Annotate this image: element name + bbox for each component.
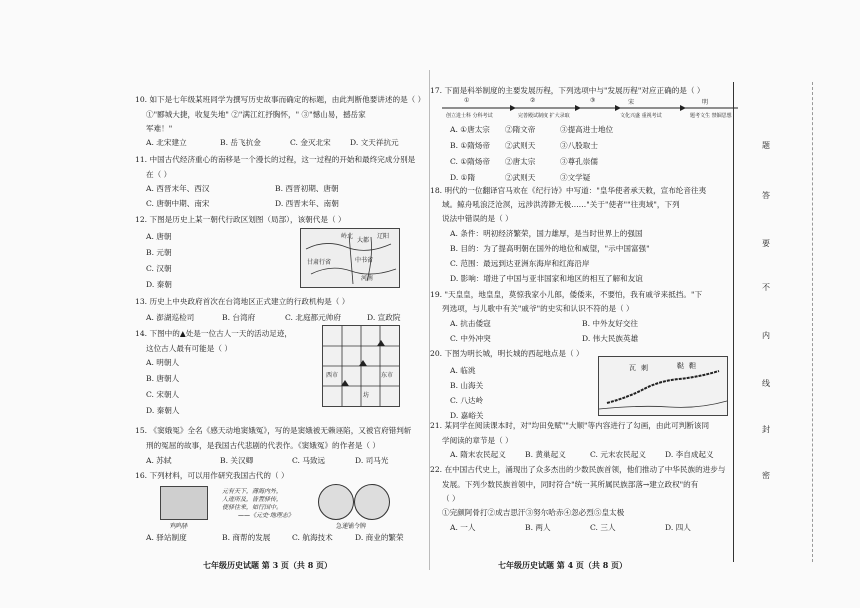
q15-stem-line2: 刑的冤屈的故事，是我国古代悲剧的代表作。《窦娥冤》的作者是（ ）: [146, 441, 381, 450]
q17-option-c-2: ②唐太宗: [505, 157, 536, 166]
q21-option-b[interactable]: B. 黄巢起义: [525, 450, 566, 459]
q11-option-d[interactable]: D. 西晋末年、南朝: [275, 199, 339, 208]
q17-flow-step-3: ③: [590, 97, 596, 104]
exam-page-4: [430, 0, 860, 608]
q16-option-c[interactable]: C. 航海技术: [292, 533, 333, 542]
q17-flow-step-ming: 明: [702, 99, 709, 106]
q17-option-d-2: ②武则天: [505, 173, 536, 182]
q19-option-d[interactable]: D. 伟大民族英雄: [582, 334, 639, 343]
q21-option-d[interactable]: D. 李自成起义: [665, 450, 714, 459]
q19-option-a[interactable]: A. 抗击倭寇: [450, 319, 491, 328]
q12-map-label-liaoyang: 辽阳: [377, 233, 390, 240]
q10-option-b[interactable]: B. 岳飞抗金: [220, 138, 261, 147]
q14-stem-line2: 这位古人最有可能是（ ）: [146, 344, 232, 353]
q12-stem: 12. 下图是历史上某一朝代行政区划图（局部），该朝代是（ ）: [135, 215, 346, 224]
q14-map-label-east-market: 东市: [381, 372, 394, 379]
q12-map-label-gansu: 甘肃行省: [307, 259, 332, 266]
q22-stem-line2: 发展。下列少数民族首领中，同时符合"统一其所属民族部落→建立政权"的有: [442, 480, 699, 489]
seal-char-bu: 不: [762, 283, 770, 292]
q20-map-label-la: 刺: [641, 364, 648, 372]
q20-option-d[interactable]: D. 嘉峪关: [450, 411, 484, 420]
q18-stem-line3: 说法中错误的是（ ）: [442, 214, 513, 223]
q17-option-c-1[interactable]: C. ①隋炀帝: [450, 157, 490, 166]
q13-option-d[interactable]: D. 宣政院: [367, 313, 401, 322]
q13-option-b[interactable]: B. 台湾府: [222, 313, 256, 322]
q13-option-c[interactable]: C. 北庭都元帅府: [285, 313, 341, 322]
q21-stem-line2: 学阅读的章节是（ ）: [442, 436, 513, 445]
page-4-footer: 七年级历史试题 第 4 页（共 8 页）: [498, 560, 628, 570]
q17-option-b-1[interactable]: B. ①隋炀帝: [450, 141, 490, 150]
q17-flowchart: [440, 97, 740, 121]
q16-token-left-photo: [318, 484, 354, 520]
q19-option-c[interactable]: C. 中外冲突: [450, 334, 491, 343]
q22-option-d[interactable]: D. 四人: [665, 523, 691, 532]
q11-stem-line2: 在（ ）: [146, 170, 172, 179]
q22-stem-line3: （ ）: [442, 494, 460, 503]
q17-flow-step-1: ①: [464, 97, 470, 104]
q20-map-label-dan: 靼: [689, 362, 696, 370]
q17-option-b-2: ②武则天: [505, 141, 536, 150]
q18-option-a[interactable]: A. 条件：明初经济繁荣，国力雄厚，是当时世界上的强国: [450, 229, 643, 238]
q12-option-d[interactable]: D. 秦朝: [146, 280, 172, 289]
q17-option-c-3: ③尊孔崇儒: [560, 157, 598, 166]
q20-option-c[interactable]: C. 八达岭: [450, 396, 484, 405]
q17-flow-step-song: 宋: [628, 99, 635, 106]
q20-option-b[interactable]: B. 山海关: [450, 381, 484, 390]
q10-option-c[interactable]: C. 金灭北宋: [290, 138, 331, 147]
seal-char-ti: 题: [762, 141, 770, 150]
q12-option-c[interactable]: C. 汉朝: [146, 264, 172, 273]
q17-flow-note-2: 完善殿试制度 扩大录取: [518, 113, 570, 119]
q17-flow-note-song: 文化兴盛 重视考试: [620, 113, 662, 119]
q15-stem-line1: 15. 《窦娥冤》全名《感天动地窦娥冤》，写的是窦娥被无赖诬陷，又被官府错判斩: [135, 426, 412, 435]
q14-map-label-west-market: 西市: [326, 372, 339, 379]
q19-stem-line2: 列选项，与儿歌中有关"戚爷"的史实和认识不符的是（ ）: [442, 304, 634, 313]
q21-option-a[interactable]: A. 隋末农民起义: [450, 450, 506, 459]
q16-option-a[interactable]: A. 驿站制度: [146, 533, 187, 542]
q14-option-c[interactable]: C. 宋朝人: [146, 390, 180, 399]
q15-option-d[interactable]: D. 司马光: [355, 456, 389, 465]
seal-char-da: 答: [762, 191, 770, 200]
q20-option-a[interactable]: A. 临洮: [450, 366, 476, 375]
q13-option-a[interactable]: A. 澎湖巡检司: [146, 313, 195, 322]
q14-city-grid: [323, 326, 399, 406]
q16-caption-jiming-post: 鸡鸣驿: [170, 523, 189, 530]
q15-option-a[interactable]: A. 苏轼: [146, 456, 172, 465]
q14-option-d[interactable]: D. 秦朝人: [146, 406, 180, 415]
q13-stem: 13. 历史上中央政府首次在台湾地区正式建立的行政机构是（ ）: [135, 297, 350, 306]
q16-stem: 16. 下列材料，可以用作研究我国古代的（ ）: [135, 471, 289, 480]
q11-option-c[interactable]: C. 唐朝中期、南宋: [146, 199, 210, 208]
q17-flow-arrows: [440, 104, 740, 112]
binding-line: [733, 82, 734, 562]
q17-flow-note-ming: 题考文生 禁锢思想: [690, 113, 732, 119]
q20-wall-route: [599, 357, 727, 415]
q12-map-label-zhongshu: 中书省: [355, 257, 374, 264]
q16-token-right-photo: [354, 484, 390, 520]
seal-char-feng: 封: [762, 425, 770, 434]
q20-map-label-da: 鞑: [677, 362, 684, 370]
q16-poem-line2: 人迹所及，皆置驿传，: [222, 496, 283, 503]
q12-option-a[interactable]: A. 唐朝: [146, 232, 172, 241]
seal-char-yao: 要: [762, 239, 770, 248]
q10-option-a[interactable]: A. 北宋建立: [146, 138, 187, 147]
q14-city-map: [322, 325, 400, 407]
q10-stem-line3: 军难！": [146, 124, 173, 133]
q10-option-d[interactable]: D. 文天祥抗元: [350, 138, 399, 147]
q14-stem-line1: 14. 下图中的▲处是一位古人一天的活动足迹，: [135, 329, 293, 338]
q20-great-wall-map: [598, 356, 728, 416]
q18-stem-line1: 18. 明代的一位翻译官马欢在《纪行诗》中写道："皇华使者承天敕，宣布纶音往夷: [430, 186, 707, 195]
seal-char-xian: 线: [762, 379, 770, 388]
q11-option-a[interactable]: A. 西晋末年、西汉: [146, 184, 210, 193]
q22-stem-line1: 22. 在中国古代史上，涌现出了众多杰出的少数民族首领，他们推动了中华民族的进步与: [430, 465, 726, 474]
q16-poem-line3: 使驿往来，如行国中。: [222, 504, 283, 511]
q17-option-d-1[interactable]: D. ①隋: [450, 173, 476, 182]
q16-poem-line1: 元有天下，薄海内外，: [222, 488, 283, 495]
binding-dashed-line: [812, 82, 813, 562]
q21-stem-line1: 21. 某同学在阅读课本时，对"均田免赋""大顺"等内容进行了勾画，由此可判断该同: [430, 421, 710, 430]
q22-stem-line4: ①完颜阿骨打②成吉思汗③努尔哈赤④忽必烈⑤皇太极: [442, 508, 625, 517]
q11-option-b[interactable]: B. 西晋初期、唐朝: [275, 184, 339, 193]
q14-footprint-marker: [359, 360, 367, 366]
q19-option-b[interactable]: B. 中外友好交往: [582, 319, 638, 328]
q19-stem-line1: 19. "天皇皇，地皇皇，莫惊我家小儿郎，倭倭来，不要怕，我有戚爷来抵挡。"下: [430, 290, 703, 299]
page-3-footer: 七年级历史试题 第 3 页（共 8 页）: [203, 560, 333, 570]
q16-jiming-post-photo: [160, 486, 208, 520]
q14-option-a[interactable]: A. 明朝人: [146, 358, 180, 367]
q18-stem-line2: 域。鲸舟吼浪泛沧溟，远涉洪涛渺无极……"关于"使者""往夷域"，下列: [442, 200, 680, 209]
q12-option-b[interactable]: B. 元朝: [146, 248, 172, 257]
q17-option-a-1[interactable]: A. ①唐太宗: [450, 125, 490, 134]
q17-option-a-3: ③提高进士地位: [560, 125, 614, 134]
q17-stem: 17. 下面是科举制度的主要发展历程，下列选项中与"发展历程"对应正确的是（ ）: [430, 86, 705, 95]
q15-option-c[interactable]: C. 马致远: [292, 456, 326, 465]
seal-char-mi: 密: [762, 471, 770, 480]
q20-stem: 20. 下图为明长城，明长城的西起地点是（ ）: [430, 349, 584, 358]
q22-option-a[interactable]: A. 一人: [450, 523, 476, 532]
q17-flow-note-1: 创立进士科 分科考试: [446, 113, 493, 119]
q15-option-b[interactable]: B. 关汉卿: [220, 456, 254, 465]
q21-option-c[interactable]: C. 元末农民起义: [590, 450, 646, 459]
q18-option-d[interactable]: D. 影响：增进了中国与亚非国家和地区的相互了解和友谊: [450, 274, 643, 283]
q18-option-b[interactable]: B. 目的：为了提高明朝在国外的地位和威望，"示中国富强": [450, 244, 650, 253]
q12-map-label-henan: 河南: [361, 275, 374, 282]
q16-option-b[interactable]: B. 商帮的发展: [222, 533, 271, 542]
q14-option-b[interactable]: B. 唐朝人: [146, 374, 180, 383]
q22-option-c[interactable]: C. 三人: [590, 523, 616, 532]
q16-caption-token: 急递铺令牌: [336, 523, 367, 530]
q12-map-label-dadu: 大都: [357, 237, 370, 244]
seal-char-nei: 内: [762, 331, 770, 340]
q11-stem-line1: 11. 中国古代经济重心的南移是一个漫长的过程，这一过程的开始和最终完成分别是: [135, 155, 416, 164]
q18-option-c[interactable]: C. 范围：最远到达亚洲东海岸和红海沿岸: [450, 259, 590, 268]
q14-map-label-fang: 坊: [363, 392, 370, 399]
q12-province-map: [300, 228, 400, 288]
q16-poem-source: ——《元史·地理志》: [238, 512, 294, 519]
q12-map-label-lingbei: 岭北: [341, 233, 354, 240]
q17-option-b-3: ③八股取士: [560, 141, 598, 150]
q10-stem-line1: 10. 如下是七年级某班同学为撰写历史故事而确定的标题，由此判断他要讲述的是（ ）: [135, 95, 426, 104]
q17-option-a-2: ②隋文帝: [505, 125, 536, 134]
q22-option-b[interactable]: B. 两人: [525, 523, 551, 532]
q20-map-label-wa: 瓦: [629, 364, 636, 372]
q17-flow-step-2: ②: [530, 97, 536, 104]
q10-stem-line2: ①"郾城大捷，收复失地" ②"满江红抒胸怀，" ③"憾山易，撼岳家: [146, 110, 366, 119]
q16-option-d[interactable]: D. 商业的繁荣: [355, 533, 404, 542]
q17-option-d-3: ③文学疑: [560, 173, 591, 182]
